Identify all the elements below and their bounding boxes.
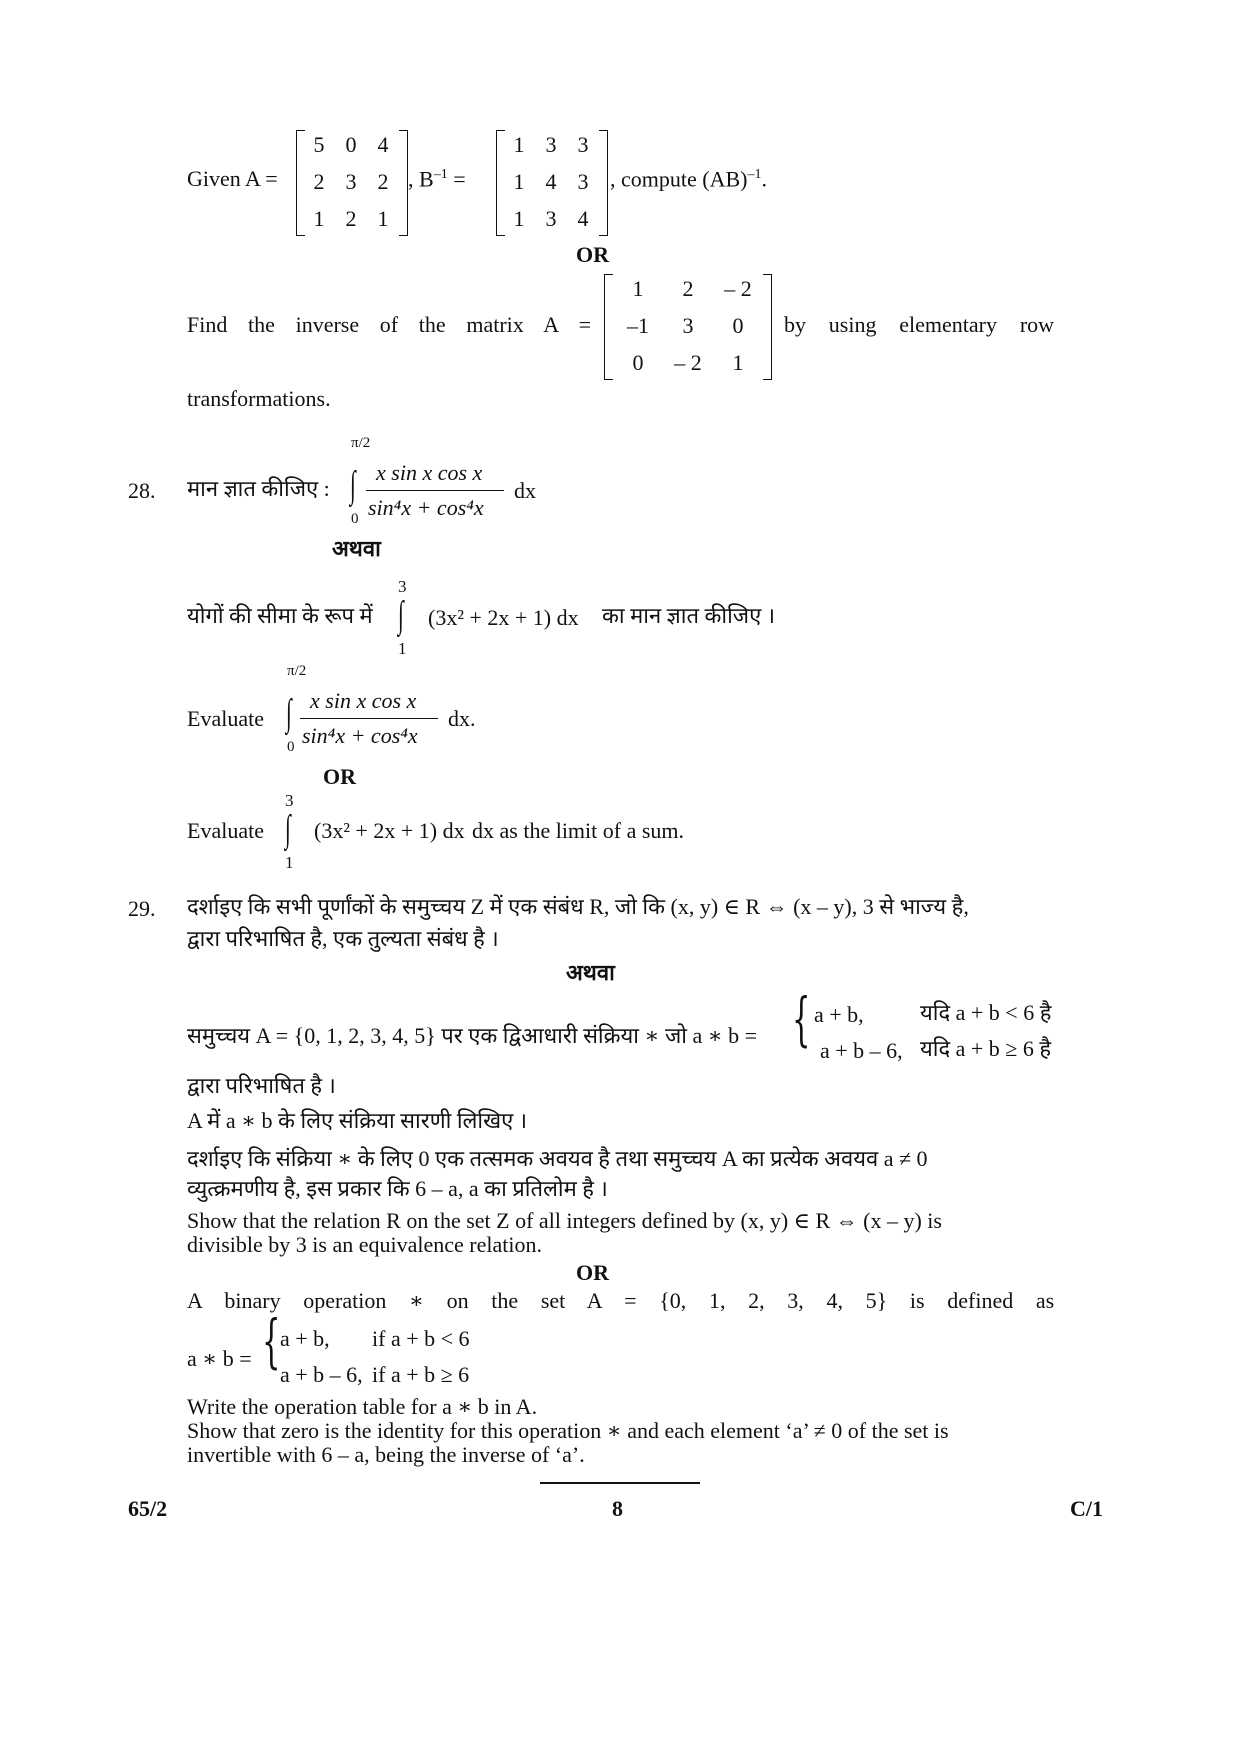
- case-expression: a + b – 6,: [280, 1362, 363, 1387]
- matrix-b-cell: 3: [577, 132, 589, 157]
- english-line: divisible by 3 is an equivalence relation.: [187, 1232, 542, 1257]
- or-divider: OR: [323, 764, 356, 789]
- binary-operation-line: A binary operation ∗ on the set A = {0, 1, 2, 3, 4, 5} is defined as: [187, 1288, 1055, 1313]
- hindi-prompt: मान ज्ञात कीजिए :: [187, 476, 330, 501]
- english-line: Write the operation table for a ∗ b in A.: [187, 1394, 538, 1419]
- hindi-line: दर्शाइए कि सभी पूर्णांकों के समुच्चय Z में एक संबंध R, जो कि (x, y) ∈ R ⇔ (x – y), 3 से भाज्य है,: [187, 894, 969, 919]
- matrix-cell: 1: [632, 276, 644, 301]
- limit-integrand: (3x² + 2x + 1) dx: [314, 818, 465, 843]
- footer-rule: [540, 1482, 700, 1484]
- matrix-b-inverse: [496, 128, 608, 236]
- matrix-b-cell: 1: [513, 132, 525, 157]
- matrix-b-cell: 3: [577, 169, 589, 194]
- case-condition: if a + b < 6: [372, 1326, 470, 1351]
- set-code: C/1: [1070, 1496, 1103, 1521]
- matrix-b-cell: 4: [577, 206, 589, 231]
- english-line: Show that zero is the identity for this operation ∗ and each element ‘a’ ≠ 0 of the set is: [187, 1418, 949, 1443]
- matrix-cell: –1: [627, 313, 649, 338]
- case-expression: a + b – 6,: [820, 1038, 903, 1063]
- english-line: invertible with 6 – a, being the inverse of ‘a’.: [187, 1442, 585, 1467]
- fraction-denominator: sin⁴x + cos⁴x: [368, 495, 484, 520]
- case-expression: a + b,: [280, 1326, 330, 1351]
- matrix-cell: 3: [682, 313, 694, 338]
- matrix-cell: – 2: [724, 276, 752, 301]
- question-number: 29.: [128, 896, 156, 921]
- given-label: Given A =: [187, 166, 278, 191]
- case-condition: यदि a + b ≥ 6 है: [920, 1036, 1052, 1061]
- page-number: 8: [612, 1496, 623, 1521]
- matrix-a-cell: 2: [377, 169, 389, 194]
- limit-upper: 3: [285, 791, 294, 810]
- matrix-a-cell: 4: [377, 132, 389, 157]
- hindi-line: व्युत्क्रमणीय है, इस प्रकार कि 6 – a, a का प्रतिलोम है ।: [187, 1176, 608, 1201]
- matrix-a-cell: 2: [345, 206, 357, 231]
- matrix-a-cell: 0: [345, 132, 357, 157]
- or-divider: OR: [576, 242, 609, 267]
- hindi-line: द्वारा परिभाषित है ।: [187, 1073, 336, 1098]
- question-number: 28.: [128, 478, 156, 503]
- matrix-left-bracket: [604, 274, 613, 380]
- hindi-limit-prefix: योगों की सीमा के रूप में: [187, 603, 373, 628]
- fraction-denominator: sin⁴x + cos⁴x: [302, 723, 418, 748]
- inverse-question-end: transformations.: [187, 386, 331, 411]
- fraction-bar: [300, 718, 438, 719]
- matrix-b-cell: 4: [545, 169, 557, 194]
- dx: dx.: [448, 706, 476, 731]
- limit-integrand: (3x² + 2x + 1) dx: [428, 605, 579, 630]
- english-line: Show that the relation R on the set Z of all integers defined by (x, y) ∈ R ⇔ (x – y) is: [187, 1208, 942, 1233]
- integral-upper-limit: π/2: [351, 435, 371, 451]
- matrix-cell: 0: [732, 313, 744, 338]
- limit-upper: 3: [398, 577, 407, 596]
- hindi-or: अथवा: [332, 536, 381, 561]
- limit-lower: 1: [398, 639, 407, 658]
- matrix-a-cell: 3: [345, 169, 357, 194]
- limit-sum-tail: dx as the limit of a sum.: [472, 818, 685, 843]
- matrix-a-right-bracket: [399, 130, 408, 236]
- or-divider: OR: [576, 1260, 609, 1285]
- case-brace: {: [262, 1307, 281, 1375]
- fraction-numerator: x sin x cos x: [310, 688, 417, 713]
- case-condition: if a + b ≥ 6: [372, 1362, 470, 1387]
- matrix-cell: 2: [682, 276, 694, 301]
- matrix-b-cell: 3: [545, 206, 557, 231]
- fraction-numerator: x sin x cos x: [376, 460, 483, 485]
- matrix-cell: – 2: [674, 350, 702, 375]
- hindi-line: दर्शाइए कि संक्रिया ∗ के लिए 0 एक तत्समक अवयव है तथा समुच्चय A का प्रत्येक अवयव a ≠ 0: [187, 1146, 928, 1171]
- matrix-a-cell: 2: [313, 169, 325, 194]
- integral-lower-limit: 0: [287, 739, 295, 755]
- integral-upper-limit: π/2: [287, 663, 307, 679]
- hindi-set-line: समुच्चय A = {0, 1, 2, 3, 4, 5} पर एक द्विआधारी संक्रिया ∗ जो a ∗ b =: [187, 1023, 758, 1048]
- integral-sign: ∫: [286, 692, 292, 734]
- matrix-a: [296, 128, 408, 236]
- case-expression: a + b,: [814, 1002, 864, 1027]
- binv-label: , $B^{-1}$ =: [408, 166, 466, 192]
- case-condition: यदि a + b < 6 है: [920, 1000, 1052, 1025]
- matrix-inverse-problem: [604, 272, 772, 380]
- matrix-a-cell: 1: [377, 206, 389, 231]
- case-brace: {: [792, 985, 811, 1053]
- evaluate-label: Evaluate: [187, 706, 264, 731]
- matrix-cell: 1: [732, 350, 744, 375]
- integral-sign: ∫: [350, 464, 356, 506]
- matrix-a-cell: 5: [313, 132, 325, 157]
- matrix-cell: 0: [632, 350, 644, 375]
- ab-label: a ∗ b =: [187, 1346, 252, 1371]
- hindi-limit-suffix: का मान ज्ञात कीजिए ।: [602, 603, 776, 628]
- matrix-a-cell: 1: [313, 206, 325, 231]
- integral-sign: ∫: [285, 808, 291, 850]
- paper-code: 65/2: [128, 1496, 168, 1521]
- dx: dx: [514, 478, 536, 503]
- hindi-line: A में a ∗ b के लिए संक्रिया सारणी लिखिए ।: [187, 1108, 528, 1133]
- hindi-line: द्वारा परिभाषित है, एक तुल्यता संबंध है ।: [187, 926, 499, 951]
- matrix-b-cell: 1: [513, 206, 525, 231]
- hindi-or: अथवा: [566, 960, 615, 985]
- integral-lower-limit: 0: [351, 511, 359, 527]
- compute-text: , compute (AB)$^{-1}$.: [610, 166, 767, 192]
- matrix-b-cell: 1: [513, 169, 525, 194]
- inverse-question-start: Find the inverse of the matrix A =: [187, 312, 592, 337]
- matrix-right-bracket: [763, 274, 772, 380]
- fraction-bar: [366, 490, 504, 491]
- matrix-b-right-bracket: [599, 130, 608, 236]
- matrix-b-cell: 3: [545, 132, 557, 157]
- integral-sign: ∫: [398, 594, 404, 636]
- evaluate-label: Evaluate: [187, 818, 264, 843]
- limit-lower: 1: [285, 853, 294, 872]
- inverse-question-tail: by using elementary row: [784, 312, 1055, 337]
